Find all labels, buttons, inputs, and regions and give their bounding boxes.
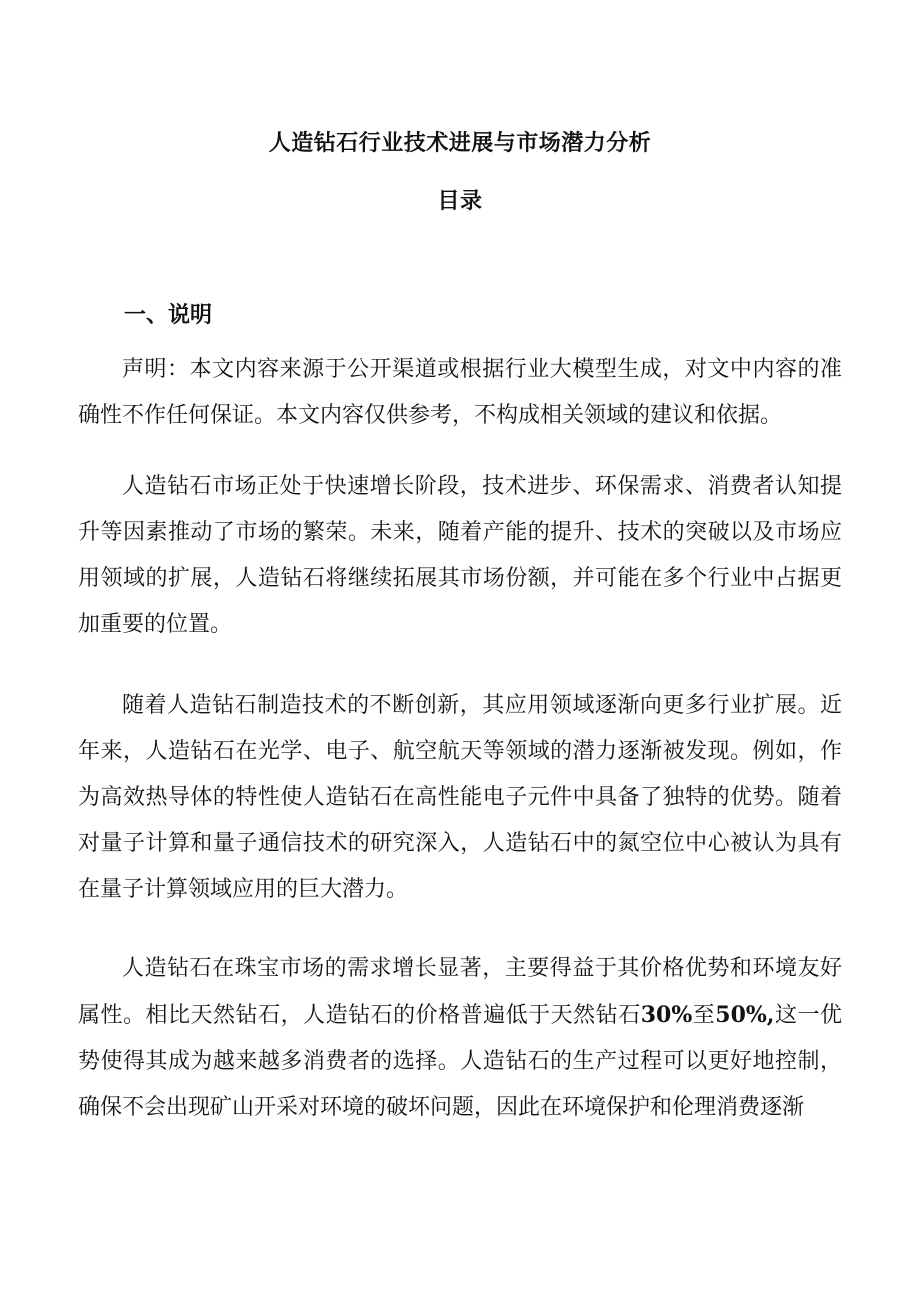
document-title: 人造钻石行业技术进展与市场潜力分析	[268, 130, 652, 156]
paragraph-text-segment: 至	[692, 1003, 716, 1028]
paragraph-market-growth: 人造钻石市场正处于快速增长阶段，技术进步、环保需求、消费者认知提升等因素推动了市场的繁荣。未来，随着产能的提升、技术的突破以及市场应用领域的扩展，人造钻石将继续拓展其市场份额，并可能在多个行业中占据更加重要的位置。	[78, 474, 842, 637]
paragraph-jewelry-market	[78, 946, 842, 1131]
toc-label: 目录	[437, 188, 483, 214]
paragraph-text-segment: 人造钻石在珠宝市场的需求增长显著，主要得益于其价格优势和环境友好属性。相比天然钻石，人造钻石的价格普遍低于天然钻石	[78, 956, 842, 1028]
price-percent-high: 50%,	[715, 1002, 775, 1028]
section-heading: 一、说明	[124, 302, 213, 328]
price-percent-low: 30%	[640, 1002, 693, 1028]
paragraph-text-segment: 这一优势使得其成为越来越多消费者的选择。人造钻石的生产过程可以更好地控制，确保不会出现矿山开采对环境的破坏问题，因此在环境保护和伦理消费逐渐	[78, 1003, 842, 1120]
paragraph-disclaimer: 声明：本文内容来源于公开渠道或根据行业大模型生成，对文中内容的准确性不作任何保证。本文内容仅供参考，不构成相关领域的建议和依据。	[78, 357, 842, 428]
paragraph-applications: 随着人造钻石制造技术的不断创新，其应用领域逐渐向更多行业扩展。近年来，人造钻石在光学、电子、航空航天等领域的潜力逐渐被发现。例如，作为高效热导体的特性使人造钻石在高性能电子元件中具备了独特的优势。随着对量子计算和量子通信技术的研究深入，人造钻石中的氮空位中心被认为具有在量子计算领域应用的巨大潜力。	[78, 693, 842, 902]
